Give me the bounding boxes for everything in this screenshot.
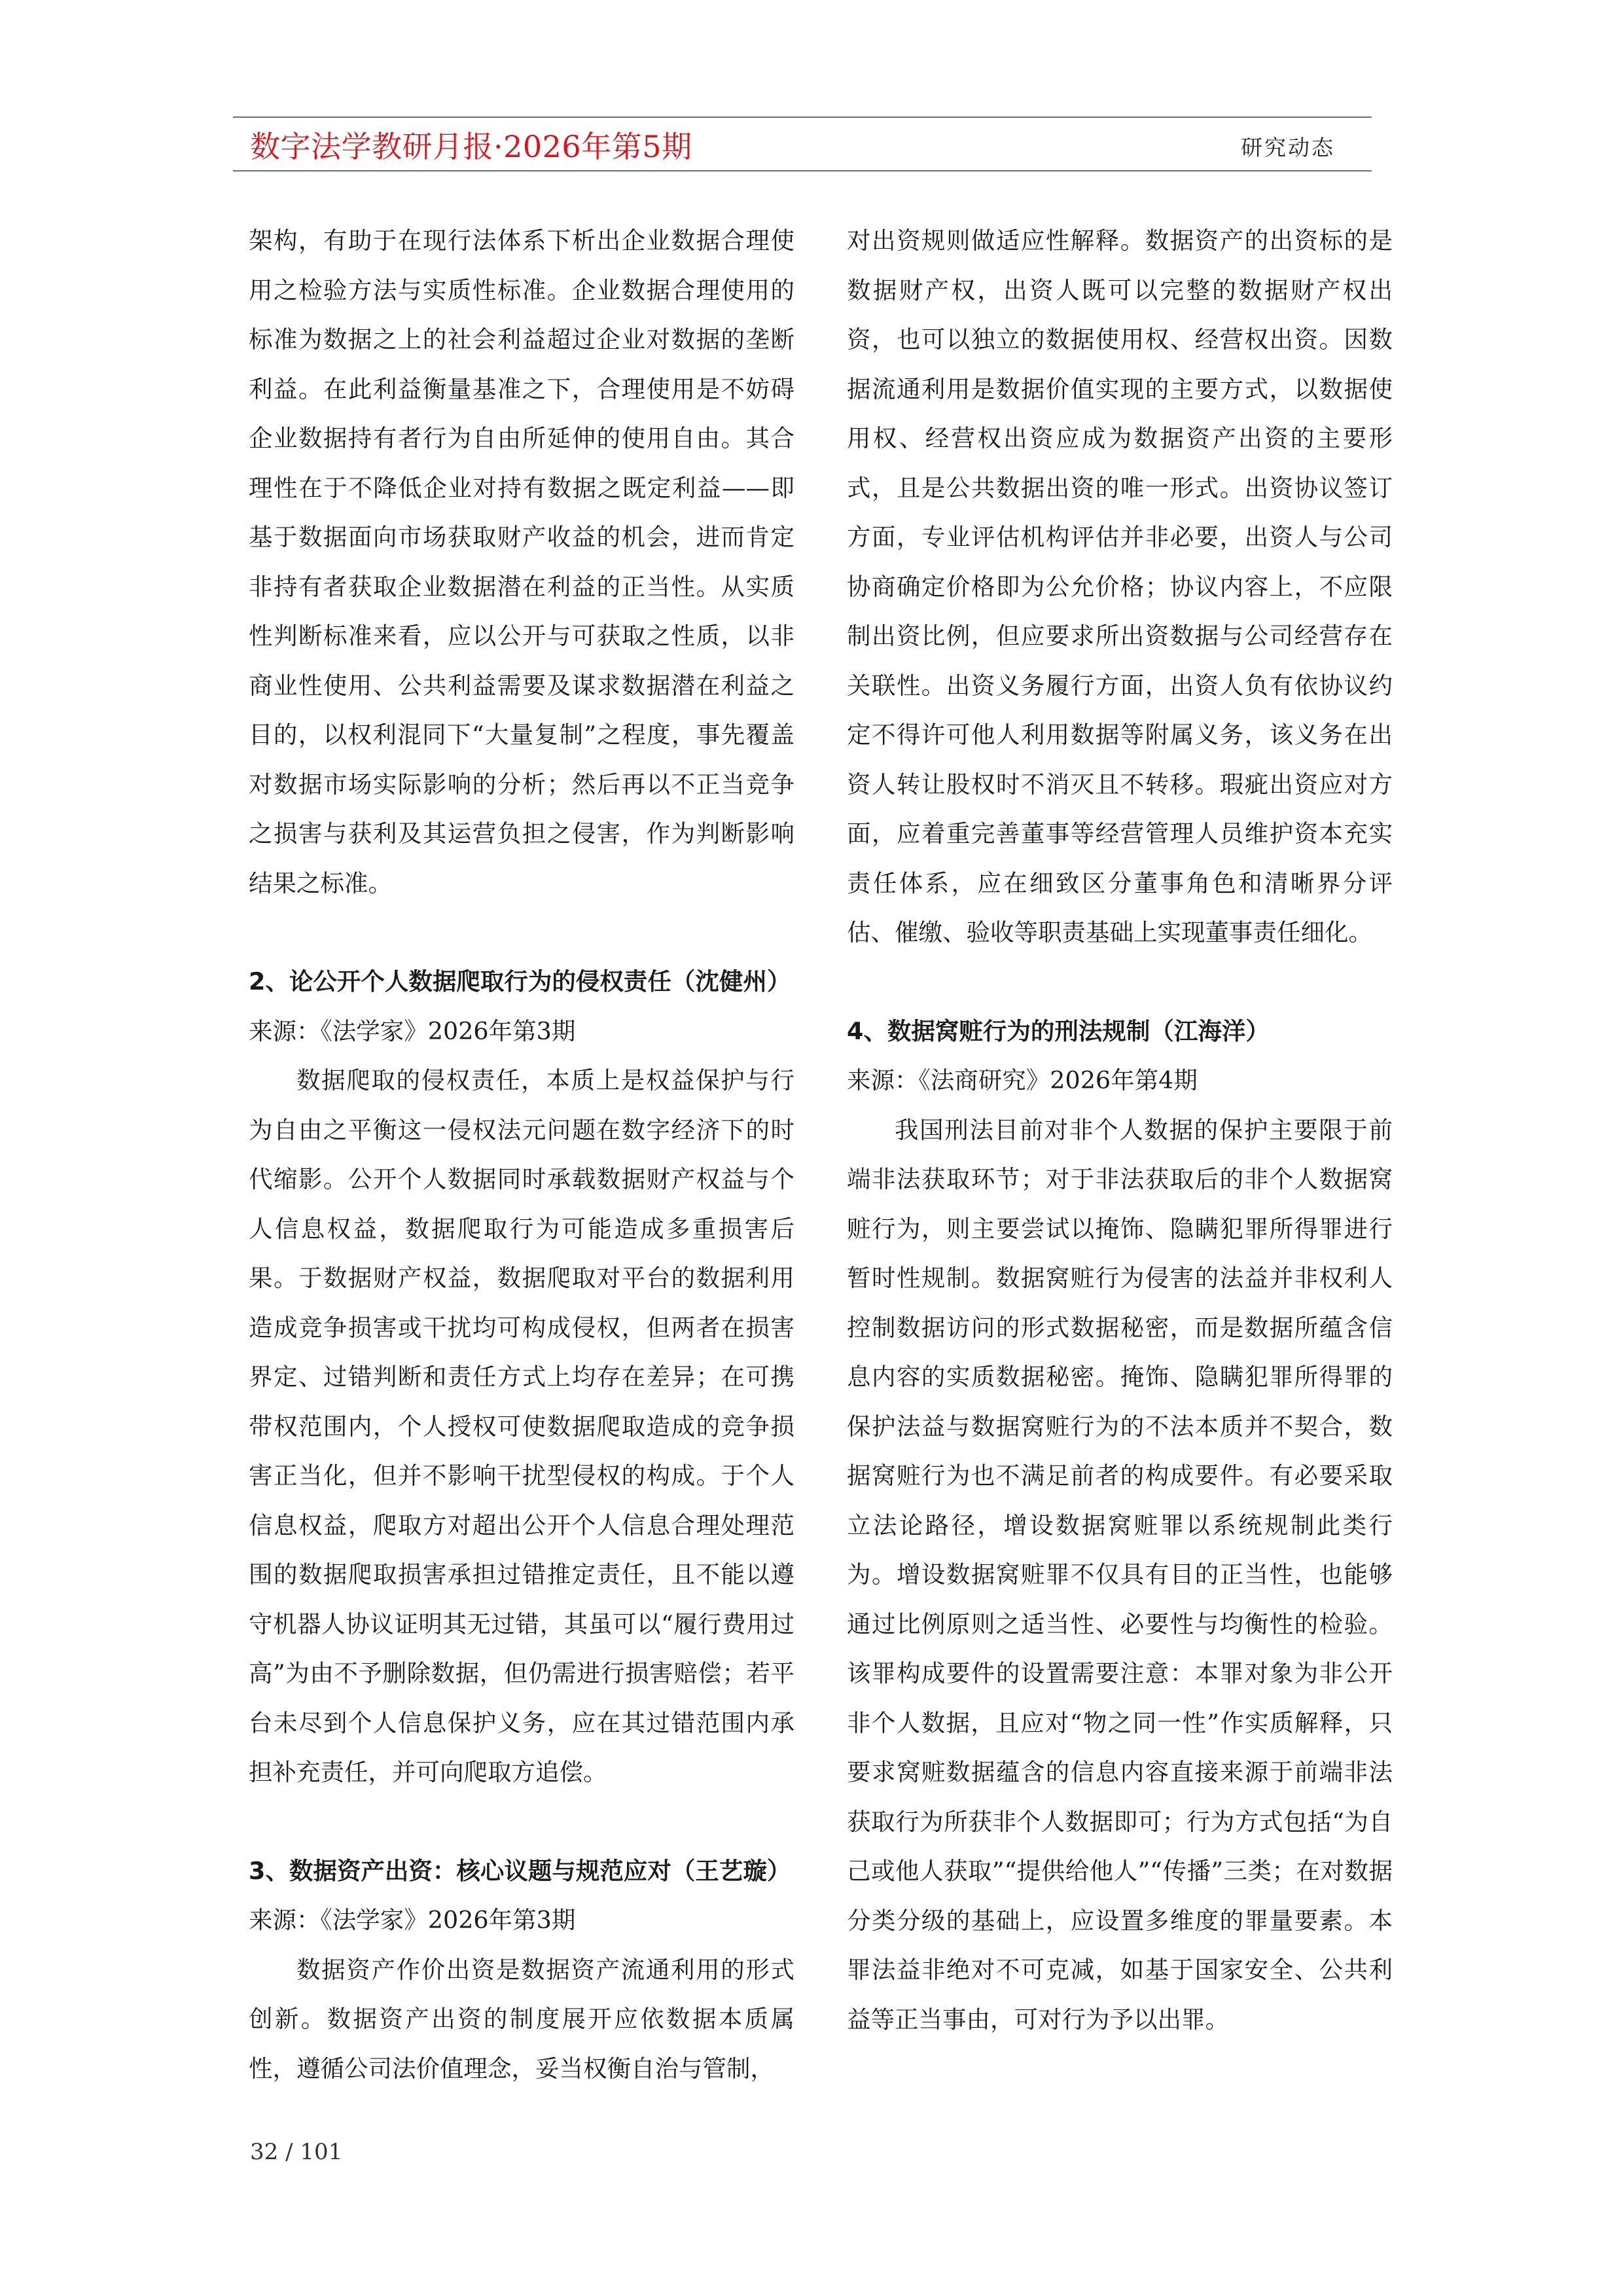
- article-3-title: 3、数据资产出资：核心议题与规范应对（王艺璇）: [249, 1856, 791, 1885]
- journal-title: 数字法学教研月报·2026年第5期: [250, 129, 692, 164]
- article-3-body: 数据资产作价出资是数据资产流通利用的形式创新。数据资产出资的制度展开应依数据本质属性，遵循公司法价值理念，妥当权衡自治与管制，: [249, 1955, 794, 2083]
- continuation-paragraph: 架构，有助于在现行法体系下析出企业数据合理使用之检验方法与实质性标准。企业数据合理使用的标准为数据之上的社会利益超过企业对数据的垄断利益。在此利益衡量基准之下，合理使用是不妨碍企业数据持有者行为自由所延伸的使用自由。其合理性在于不降低企业对持有数据之既定利益——即基于数据面向市场获取财产收益的机会，进而肯定非持有者获取企业数据潜在利益的正当性。从实质性判断标准来看，应以公开与可获取之性质，以非商业性使用、公共利益需要及谋求数据潜在利益之目的，以权利混同下“大量复制”之程度，事先覆盖对数据市场实际影响的分析；然后再以不正当竞争之损害与获利及其运营负担之侵害，作为判断影响结果之标准。: [249, 226, 794, 897]
- header-bottom-rule: [233, 170, 1372, 171]
- article-4-source: 来源：《法商研究》2026年第4期: [847, 1066, 1198, 1094]
- header-top-rule: [233, 117, 1372, 118]
- right-column: [847, 216, 1393, 2147]
- left-column: [249, 216, 794, 2147]
- page-number: 32 / 101: [250, 2139, 343, 2165]
- article-4-title: 4、数据窝赃行为的刑法规制（江海洋）: [847, 1016, 1270, 1045]
- article-4-body: 我国刑法目前对非个人数据的保护主要限于前端非法获取环节；对于非法获取后的非个人数据窝赃行为，则主要尝试以掩饰、隐瞒犯罪所得罪进行暂时性规制。数据窝赃行为侵害的法益并非权利人控制数据访问的形式数据秘密，而是数据所蕴含信息内容的实质数据秘密。掩饰、隐瞒犯罪所得罪的保护法益与数据窝赃行为的不法本质并不契合，数据窝赃行为也不满足前者的构成要件。有必要采取立法论路径，增设数据窝赃罪以系统规制此类行为。增设数据窝赃罪不仅具有目的正当性，也能够通过比例原则之适当性、必要性与均衡性的检验。该罪构成要件的设置需要注意：本罪对象为非公开非个人数据，且应对“物之同一性”作实质解释，只要求窝赃数据蕴含的信息内容直接来源于前端非法获取行为所获非个人数据即可；行为方式包括“为自己或他人获取”“提供给他人”“传播”三类；在对数据分类分级的基础上，应设置多维度的罪量要素。本罪法益非绝对不可克减，如基于国家安全、公共利益等正当事由，可对行为予以出罪。: [847, 1115, 1393, 2034]
- article-3-continuation: 对出资规则做适应性解释。数据资产的出资标的是数据财产权，出资人既可以完整的数据财产权出资，也可以独立的数据使用权、经营权出资。因数据流通利用是数据价值实现的主要方式，以数据使用权、经营权出资应成为数据资产出资的主要形式，且是公共数据出资的唯一形式。出资协议签订方面，专业评估机构评估并非必要，出资人与公司协商确定价格即为公允价格；协议内容上，不应限制出资比例，但应要求所出资数据与公司经营存在关联性。出资义务履行方面，出资人负有依协议约定不得许可他人利用数据等附属义务，该义务在出资人转让股权时不消灭且不转移。瑕疵出资应对方面，应着重完善董事等经营管理人员维护资本充实责任体系，应在细致区分董事角色和清晰界分评估、催缴、验收等职责基础上实现董事责任细化。: [847, 226, 1393, 946]
- article-2-title: 2、论公开个人数据爬取行为的侵权责任（沈健州）: [249, 967, 791, 996]
- article-2-source: 来源：《法学家》2026年第3期: [249, 1016, 576, 1045]
- article-3-source: 来源：《法学家》2026年第3期: [249, 1906, 576, 1934]
- section-tag: 研究动态: [1241, 135, 1335, 160]
- article-2-body: 数据爬取的侵权责任，本质上是权益保护与行为自由之平衡这一侵权法元问题在数字经济下的时代缩影。公开个人数据同时承载数据财产权益与个人信息权益，数据爬取行为可能造成多重损害后果。于数据财产权益，数据爬取对平台的数据利用造成竞争损害或干扰均可构成侵权，但两者在损害界定、过错判断和责任方式上均存在差异；在可携带权范围内，个人授权可使数据爬取造成的竞争损害正当化，但并不影响干扰型侵权的构成。于个人信息权益，爬取方对超出公开个人信息合理处理范围的数据爬取损害承担过错推定责任，且不能以遵守机器人协议证明其无过错，其虽可以“履行费用过高”为由不予删除数据，但仍需进行损害赔偿；若平台未尽到个人信息保护义务，应在其过错范围内承担补充责任，并可向爬取方追偿。: [249, 1066, 794, 1786]
